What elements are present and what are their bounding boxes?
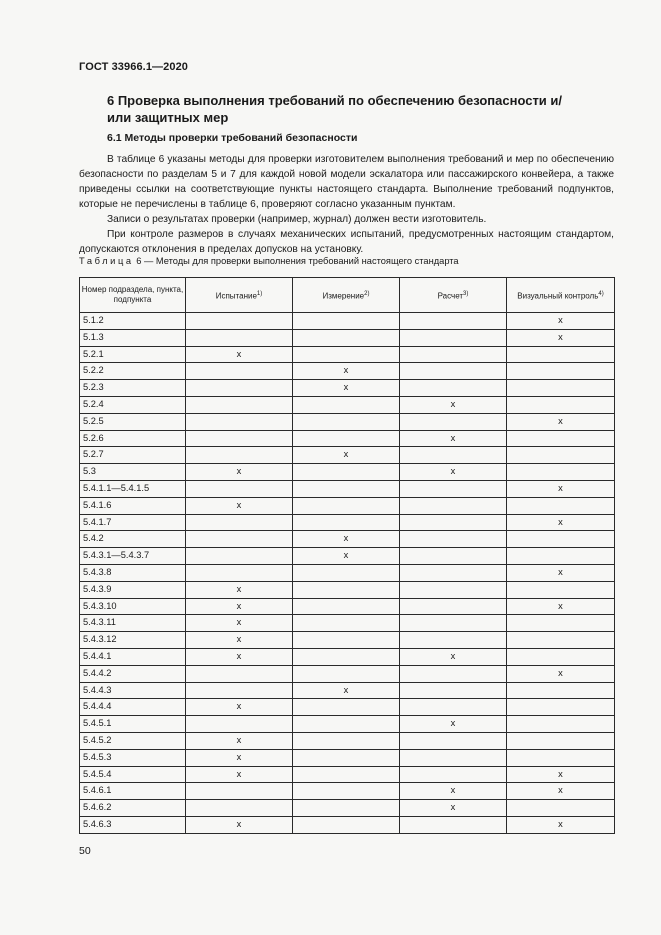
test-cell (186, 380, 293, 397)
visual-inspection-cell (507, 346, 615, 363)
calculation-cell: x (400, 648, 507, 665)
visual-inspection-cell: x (507, 598, 615, 615)
table-row (80, 480, 615, 497)
test-cell: x (186, 632, 293, 649)
test-cell (186, 531, 293, 548)
paragraph: Записи о результатах проверки (например, журнал) должен вести изготовитель. (107, 214, 487, 225)
measurement-cell (293, 699, 400, 716)
section-number-cell: 5.4.3.1—5.4.3.7 (80, 548, 186, 565)
calculation-cell: x (400, 716, 507, 733)
measurement-cell: x (293, 531, 400, 548)
table-row (80, 816, 615, 833)
visual-inspection-cell (507, 396, 615, 413)
header-visual-inspection: Визуальный контроль$^{4)}$ (507, 278, 615, 313)
test-cell: x (186, 615, 293, 632)
calculation-cell (400, 766, 507, 783)
subsection-title: 6.1 Методы проверки требований безопасности (107, 132, 358, 144)
section-number-cell: 5.1.2 (80, 313, 186, 330)
visual-inspection-cell (507, 464, 615, 481)
visual-inspection-cell (507, 581, 615, 598)
table-row (80, 732, 615, 749)
visual-inspection-cell (507, 699, 615, 716)
measurement-cell (293, 648, 400, 665)
measurement-cell (293, 716, 400, 733)
test-cell: x (186, 816, 293, 833)
section-number-cell: 5.2.4 (80, 396, 186, 413)
section-number-cell: 5.4.4.1 (80, 648, 186, 665)
calculation-cell: x (400, 783, 507, 800)
measurement-cell (293, 749, 400, 766)
section-number-cell: 5.2.7 (80, 447, 186, 464)
visual-inspection-cell (507, 615, 615, 632)
section-title: 6 Проверка выполнения требований по обеспечению безопасности и/или защитных мер (107, 93, 563, 125)
calculation-cell (400, 665, 507, 682)
test-cell (186, 564, 293, 581)
table-row (80, 749, 615, 766)
measurement-cell: x (293, 548, 400, 565)
table-row (80, 464, 615, 481)
header-section-number: Номер подраздела, пункта, подпункта (80, 278, 186, 313)
section-number-cell: 5.2.3 (80, 380, 186, 397)
test-cell: x (186, 464, 293, 481)
section-number-cell: 5.4.1.7 (80, 514, 186, 531)
section-number-cell: 5.4.1.6 (80, 497, 186, 514)
table-body (80, 313, 615, 834)
calculation-cell (400, 682, 507, 699)
section-number-cell: 5.2.2 (80, 363, 186, 380)
section-number-cell: 5.4.4.4 (80, 699, 186, 716)
measurement-cell (293, 464, 400, 481)
calculation-cell: x (400, 430, 507, 447)
section-number-cell: 5.4.3.12 (80, 632, 186, 649)
test-cell: x (186, 699, 293, 716)
section-number-cell: 5.4.3.11 (80, 615, 186, 632)
table-row (80, 766, 615, 783)
header-calculation: Расчет$^{3)}$ (400, 278, 507, 313)
header-measurement: Измерение$^{2)}$ (293, 278, 400, 313)
calculation-cell (400, 531, 507, 548)
measurement-cell (293, 783, 400, 800)
table-row (80, 430, 615, 447)
visual-inspection-cell (507, 497, 615, 514)
measurement-cell (293, 430, 400, 447)
test-cell (186, 682, 293, 699)
table-row (80, 363, 615, 380)
measurement-cell (293, 581, 400, 598)
calculation-cell (400, 699, 507, 716)
measurement-cell (293, 665, 400, 682)
calculation-cell (400, 564, 507, 581)
section-number-cell: 5.4.4.2 (80, 665, 186, 682)
measurement-cell (293, 346, 400, 363)
test-cell (186, 430, 293, 447)
visual-inspection-cell: x (507, 564, 615, 581)
section-number-cell: 5.4.4.3 (80, 682, 186, 699)
measurement-cell (293, 800, 400, 817)
table-row (80, 665, 615, 682)
measurement-cell (293, 816, 400, 833)
measurement-cell (293, 564, 400, 581)
calculation-cell (400, 497, 507, 514)
measurement-cell (293, 514, 400, 531)
visual-inspection-cell (507, 682, 615, 699)
measurement-cell: x (293, 380, 400, 397)
section-number-cell: 5.4.5.1 (80, 716, 186, 733)
calculation-cell (400, 749, 507, 766)
test-cell: x (186, 346, 293, 363)
calculation-cell (400, 346, 507, 363)
visual-inspection-cell (507, 632, 615, 649)
measurement-cell: x (293, 682, 400, 699)
measurement-cell: x (293, 363, 400, 380)
test-cell: x (186, 598, 293, 615)
document-code: ГОСТ 33966.1—2020 (79, 61, 189, 73)
section-number-cell: 5.4.3.9 (80, 581, 186, 598)
section-number-cell: 5.4.6.1 (80, 783, 186, 800)
measurement-cell (293, 766, 400, 783)
test-cell (186, 313, 293, 330)
table-row (80, 447, 615, 464)
section-number-cell: 5.2.6 (80, 430, 186, 447)
visual-inspection-cell: x (507, 665, 615, 682)
visual-inspection-cell: x (507, 413, 615, 430)
measurement-cell (293, 497, 400, 514)
visual-inspection-cell (507, 531, 615, 548)
calculation-cell (400, 313, 507, 330)
table-row (80, 329, 615, 346)
test-cell (186, 396, 293, 413)
table-row (80, 598, 615, 615)
table-row (80, 615, 615, 632)
table-caption-title: 6 — Методы для проверки выполнения требований настоящего стандарта (133, 256, 459, 266)
visual-inspection-cell (507, 447, 615, 464)
measurement-cell (293, 329, 400, 346)
test-cell (186, 329, 293, 346)
test-cell: x (186, 732, 293, 749)
measurement-cell: x (293, 447, 400, 464)
calculation-cell (400, 447, 507, 464)
test-cell (186, 665, 293, 682)
test-cell (186, 716, 293, 733)
test-cell (186, 363, 293, 380)
section-number-cell: 5.4.6.3 (80, 816, 186, 833)
page-number: 50 (79, 845, 91, 857)
table-row (80, 413, 615, 430)
table-row (80, 396, 615, 413)
visual-inspection-cell: x (507, 313, 615, 330)
calculation-cell (400, 380, 507, 397)
table-row (80, 581, 615, 598)
table-caption-label: Таблица (79, 256, 134, 266)
table-row (80, 682, 615, 699)
section-number-cell: 5.4.1.1—5.4.1.5 (80, 480, 186, 497)
visual-inspection-cell (507, 749, 615, 766)
test-cell (186, 548, 293, 565)
calculation-cell (400, 581, 507, 598)
body-text (79, 152, 614, 257)
visual-inspection-cell: x (507, 766, 615, 783)
test-cell (186, 413, 293, 430)
test-cell: x (186, 497, 293, 514)
table-row (80, 531, 615, 548)
table-row (80, 346, 615, 363)
section-number-cell: 5.4.5.2 (80, 732, 186, 749)
table-row (80, 800, 615, 817)
section-number-cell: 5.4.3.8 (80, 564, 186, 581)
table-caption (79, 256, 459, 266)
measurement-cell (293, 396, 400, 413)
calculation-cell: x (400, 464, 507, 481)
visual-inspection-cell: x (507, 514, 615, 531)
calculation-cell (400, 732, 507, 749)
calculation-cell (400, 413, 507, 430)
measurement-cell (293, 598, 400, 615)
measurement-cell (293, 615, 400, 632)
table-row (80, 716, 615, 733)
test-cell (186, 800, 293, 817)
visual-inspection-cell (507, 363, 615, 380)
calculation-cell: x (400, 800, 507, 817)
visual-inspection-cell (507, 800, 615, 817)
section-number-cell: 5.4.5.3 (80, 749, 186, 766)
test-cell: x (186, 749, 293, 766)
section-number-cell: 5.2.1 (80, 346, 186, 363)
visual-inspection-cell (507, 732, 615, 749)
measurement-cell (293, 413, 400, 430)
test-cell (186, 783, 293, 800)
calculation-cell (400, 598, 507, 615)
table-row (80, 699, 615, 716)
calculation-cell (400, 329, 507, 346)
section-number-cell: 5.1.3 (80, 329, 186, 346)
measurement-cell (293, 313, 400, 330)
test-cell (186, 514, 293, 531)
visual-inspection-cell (507, 380, 615, 397)
table-row (80, 783, 615, 800)
calculation-cell (400, 548, 507, 565)
section-number-cell: 5.4.3.10 (80, 598, 186, 615)
visual-inspection-cell (507, 430, 615, 447)
table-row (80, 497, 615, 514)
visual-inspection-cell: x (507, 783, 615, 800)
table-row (80, 648, 615, 665)
test-cell (186, 480, 293, 497)
visual-inspection-cell: x (507, 329, 615, 346)
section-number-cell: 5.3 (80, 464, 186, 481)
methods-table (79, 277, 615, 834)
paragraph: При контроле размеров в случаях механических испытаний, предусмотренных настоящим стандартом, допускаются отклонения в пределах допусков на установку. (79, 229, 614, 255)
test-cell: x (186, 581, 293, 598)
table-row (80, 514, 615, 531)
table-row (80, 564, 615, 581)
test-cell: x (186, 648, 293, 665)
section-number-cell: 5.4.2 (80, 531, 186, 548)
calculation-cell (400, 632, 507, 649)
table-header-row (80, 278, 615, 313)
calculation-cell (400, 514, 507, 531)
section-number-cell: 5.4.5.4 (80, 766, 186, 783)
measurement-cell (293, 632, 400, 649)
measurement-cell (293, 732, 400, 749)
calculation-cell (400, 615, 507, 632)
calculation-cell: x (400, 396, 507, 413)
calculation-cell (400, 480, 507, 497)
header-test: Испытание$^{1)}$ (186, 278, 293, 313)
visual-inspection-cell (507, 548, 615, 565)
measurement-cell (293, 480, 400, 497)
calculation-cell (400, 363, 507, 380)
test-cell (186, 447, 293, 464)
table-row (80, 380, 615, 397)
test-cell: x (186, 766, 293, 783)
table-row (80, 548, 615, 565)
calculation-cell (400, 816, 507, 833)
table-row (80, 632, 615, 649)
section-number-cell: 5.4.6.2 (80, 800, 186, 817)
visual-inspection-cell (507, 716, 615, 733)
table-row (80, 313, 615, 330)
section-number-cell: 5.2.5 (80, 413, 186, 430)
visual-inspection-cell: x (507, 816, 615, 833)
visual-inspection-cell: x (507, 480, 615, 497)
visual-inspection-cell (507, 648, 615, 665)
paragraph: В таблице 6 указаны методы для проверки изготовителем выполнения требований и мер по обеспечению безопасности по разделам 5 и 7 для каждой новой модели эскалатора или пассажирского конвейера, а также приведены ссылки на соответствующие пункты настоящего стандарта. Выполнение требований подпунктов, которые не перечислены в таблице 6, проверяют согласно указанным пунктам. (79, 154, 614, 210)
